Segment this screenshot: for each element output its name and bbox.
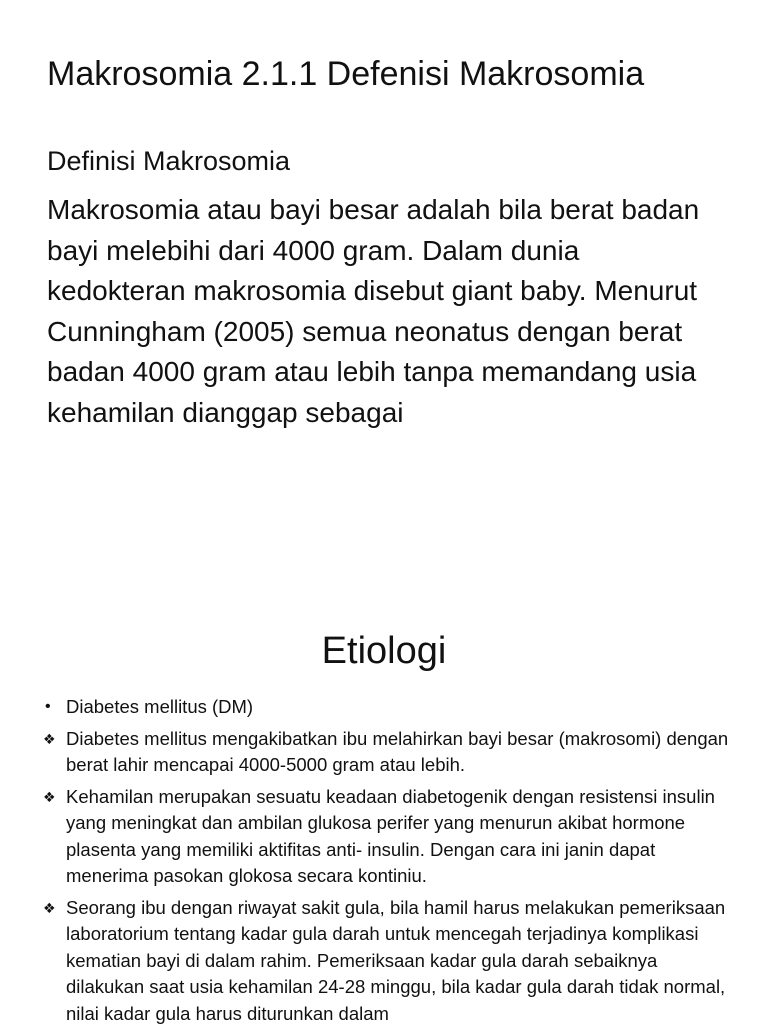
diamond-bullet-icon: ❖	[43, 899, 56, 916]
slide-title: Makrosomia 2.1.1 Defenisi Makrosomia	[47, 55, 645, 93]
bullet-list	[44, 694, 734, 1024]
list-item-text: Seorang ibu dengan riwayat sakit gula, bila hamil harus melakukan pemeriksaan laboratorium tentang kadar gula darah untuk mencegah terjadinya komplikasi kematian bayi di dalam rahim. Pemeriksaan kadar gula darah sebaiknya dilakukan saat usia kehamilan 24-28 minggu, bila kadar gula darah tidak normal, nilai kadar gula harus diturunkan dalam	[66, 896, 726, 1024]
bullet-dot-icon: •	[45, 698, 51, 715]
list-item-text: Diabetes mellitus (DM)	[66, 696, 254, 717]
list-item-text: Diabetes mellitus mengakibatkan ibu melahirkan bayi besar (makrosomi) dengan berat lahir mencapai 4000-5000 gram atau lebih.	[66, 727, 729, 775]
list-item-text: Kehamilan merupakan sesuatu keadaan diabetogenik dengan resistensi insulin yang meningkat dan ambilan glukosa perifer yang menurun akibat hormone plasenta yang memiliki aktifitas anti- insulin. Dengan cara ini janin dapat menerima pasokan glokosa secara kontiniu.	[66, 785, 715, 886]
list-item	[44, 726, 734, 779]
list-item	[44, 784, 734, 890]
definition-paragraph: Makrosomia atau bayi besar adalah bila berat badan bayi melebihi dari 4000 gram. Dalam dunia kedokteran makrosomia disebut giant baby. Menurut Cunningham (2005) semua neonatus dengan berat badan 4000 gram atau lebih tanpa memandang usia kehamilan dianggap sebagai	[47, 194, 700, 428]
diamond-bullet-icon: ❖	[43, 730, 56, 747]
diamond-bullet-icon: ❖	[43, 788, 56, 805]
slide-title: Etiologi	[321, 630, 447, 672]
section-subheading: Definisi Makrosomia	[47, 146, 291, 176]
list-item	[44, 694, 734, 721]
slide-etiologi	[0, 512, 768, 1024]
list-item	[44, 895, 734, 1024]
